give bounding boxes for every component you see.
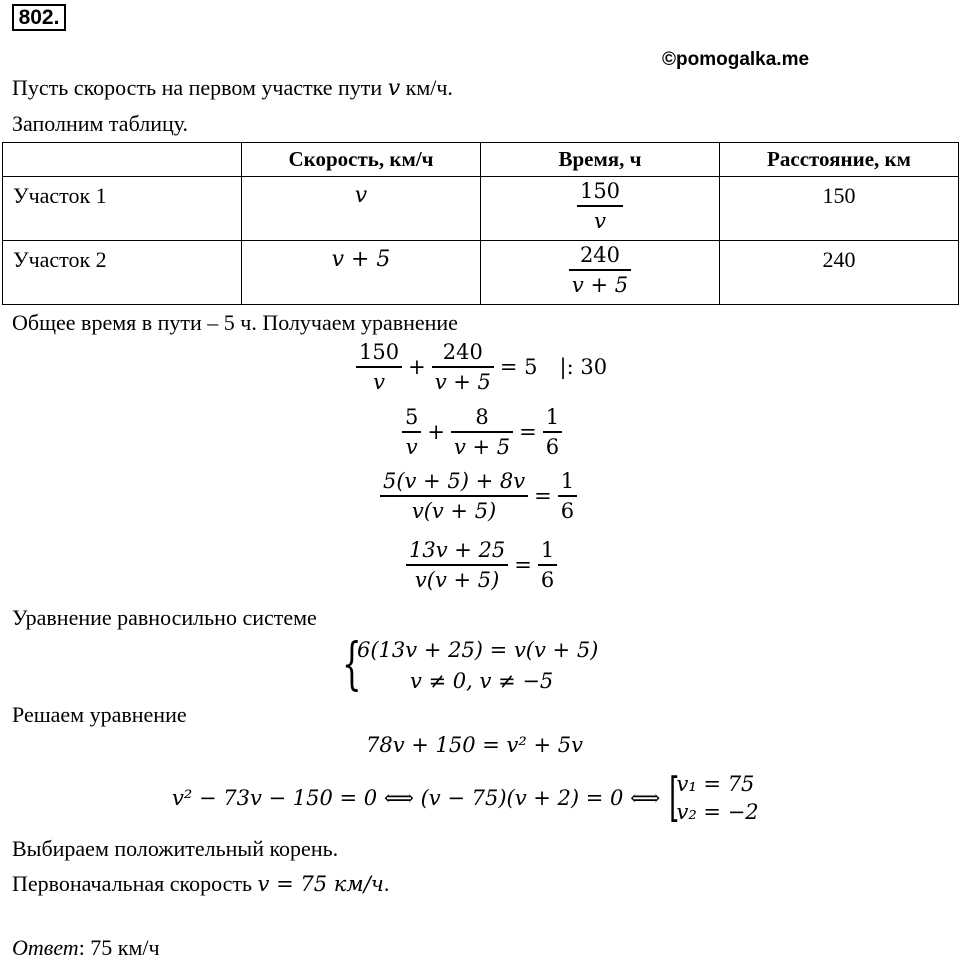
total-time-text: Общее время в пути – 5 ч. Получаем уравнение [12, 310, 458, 335]
time-denominator: v [594, 209, 606, 233]
data-table [2, 142, 959, 305]
row-speed: v [242, 177, 481, 241]
fraction-denominator: 6 [545, 435, 560, 459]
fraction-denominator: v + 5 [453, 435, 511, 459]
intro-variable: v [387, 76, 401, 101]
row-distance: 240 [720, 241, 959, 305]
problem-number: 802. [12, 4, 66, 31]
fraction-denominator: v(v + 5) [414, 568, 500, 592]
system-text: Уравнение равносильно системе [12, 605, 317, 630]
fraction-numerator: 5 [405, 405, 419, 429]
equation-2 [400, 403, 564, 461]
table-header-row [3, 143, 959, 177]
time-numerator: 240 [579, 243, 621, 267]
table-header [3, 143, 242, 177]
row-distance: 150 [720, 177, 959, 241]
table-header: Расстояние, км [720, 143, 959, 177]
root-2: v₂ = −2 [676, 800, 759, 824]
factored-equation: v² − 73v − 150 = 0 ⟺ (v − 75)(v + 2) = 0 ⟺ [172, 786, 661, 810]
fraction-denominator: v [405, 435, 418, 459]
table-header: Время, ч [481, 143, 720, 177]
system-line-2: v ≠ 0, v ≠ −5 [410, 669, 554, 693]
intro-text-a: Пусть скорость на первом участке пути [12, 75, 388, 100]
solve-text: Решаем уравнение [12, 702, 187, 727]
plus-sign: + [427, 420, 445, 444]
row-time [481, 241, 720, 305]
answer-value: : 75 км/ч [78, 935, 160, 960]
initial-speed-text: Первоначальная скорость [12, 871, 258, 896]
fraction-denominator: v + 5 [434, 370, 491, 394]
fraction-numerator: 1 [540, 538, 555, 562]
intro-line-2: Заполним таблицу. [12, 111, 189, 136]
fraction-numerator: 150 [359, 340, 400, 364]
answer-label: Ответ [12, 935, 79, 960]
equation-1 [354, 338, 607, 396]
fraction-numerator: 1 [545, 405, 560, 429]
root-1: v₁ = 75 [676, 772, 755, 796]
table-row [3, 177, 959, 241]
answer [12, 935, 160, 961]
fraction-numerator: 1 [560, 469, 575, 493]
system-brace: { [342, 632, 362, 697]
initial-speed-value: v = 75 км/ч [257, 872, 384, 896]
fraction-numerator: 240 [442, 340, 483, 364]
solve-equation-2 [172, 770, 759, 826]
fraction-numerator: 5(v + 5) + 8v [383, 469, 526, 493]
choose-text: Выбираем положительный корень. [12, 836, 339, 861]
system-line-1: 6(13v + 25) = v(v + 5) [357, 638, 599, 662]
equals-sign: = [519, 420, 537, 444]
plus-sign: + [408, 355, 426, 379]
fraction-denominator: v(v + 5) [411, 499, 497, 523]
fraction-numerator: 8 [475, 405, 489, 429]
fraction-denominator: v [373, 370, 385, 394]
initial-speed [12, 871, 389, 897]
equation-rhs: = 5 [499, 355, 538, 379]
equals-sign: = [534, 484, 552, 508]
row-speed: v + 5 [242, 241, 481, 305]
fraction-denominator: 6 [560, 499, 575, 523]
intro-text-b: км/ч. [400, 75, 453, 100]
equation-3 [378, 467, 579, 525]
fraction-numerator: 13v + 25 [409, 538, 506, 562]
watermark: ©pomogalka.me [662, 49, 810, 70]
time-denominator: v + 5 [571, 273, 629, 297]
equals-sign: = [514, 553, 532, 577]
time-numerator: 150 [579, 179, 621, 203]
row-time [481, 177, 720, 241]
row-label: Участок 2 [3, 241, 242, 305]
table-header: Скорость, км/ч [242, 143, 481, 177]
division-note: |: 30 [559, 355, 608, 379]
fraction-denominator: 6 [540, 568, 555, 592]
roots-bracket: [ [669, 768, 680, 828]
intro-line-1 [12, 75, 453, 102]
equation-4 [404, 536, 559, 594]
table-row [3, 241, 959, 305]
initial-speed-period: . [383, 871, 390, 896]
row-label: Участок 1 [3, 177, 242, 241]
solve-equation-1: 78v + 150 = v² + 5v [366, 733, 584, 757]
